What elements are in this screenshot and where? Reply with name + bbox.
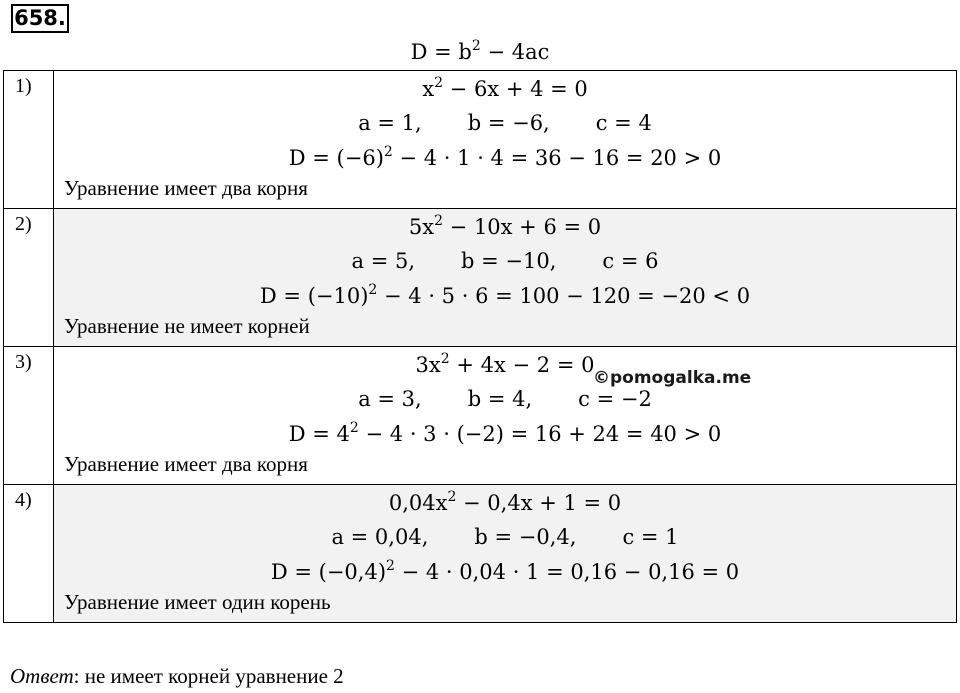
solution-cell	[54, 209, 957, 347]
solution-cell	[54, 347, 957, 485]
discriminant-calculation: $D = (-0,4)^2 - 4 \cdot 0,04 \cdot 1 = 0,16 - 0,16 = 0$	[270, 557, 740, 584]
coefficient-c: c = 6	[602, 249, 659, 273]
coefficient-a: a = 0,04,	[331, 525, 429, 549]
conclusion: Уравнение имеет два корня	[64, 452, 308, 476]
coefficient-c: c = 4	[595, 111, 652, 135]
coefficients	[54, 244, 956, 279]
coefficient-a: a = 1,	[358, 111, 422, 135]
equation: $x^2 - 6x + 4 = 0$	[422, 75, 588, 101]
solution-row	[4, 71, 957, 209]
watermark: ©pomogalka.me	[593, 368, 752, 388]
task-number: 658.	[11, 4, 69, 33]
row-index: 1)	[4, 71, 54, 209]
solution-cell	[54, 485, 957, 623]
conclusion: Уравнение не имеет корней	[64, 314, 310, 338]
conclusion: Уравнение имеет один корень	[64, 590, 331, 614]
coefficients	[54, 382, 956, 417]
answer	[10, 664, 344, 689]
coefficient-a: a = 3,	[358, 387, 422, 411]
discriminant-calculation: $D = (-6)^2 - 4 \cdot 1 \cdot 4 = 36 - 16 = 20 > 0$	[288, 143, 722, 170]
coefficients	[54, 520, 956, 555]
solutions-table	[3, 70, 957, 623]
row-index: 3)	[4, 347, 54, 485]
row-index: 4)	[4, 485, 54, 623]
row-index: 2)	[4, 209, 54, 347]
solution-cell	[54, 71, 957, 209]
solution-row	[4, 485, 957, 623]
solutions-table-body	[4, 71, 957, 623]
coefficient-b: b = −6,	[467, 111, 550, 135]
answer-text: : не имеет корней уравнение 2	[73, 664, 344, 688]
answer-label: Ответ	[10, 664, 74, 688]
discriminant-calculation: $D = 4^2 - 4 \cdot 3 \cdot (-2) = 16 + 24 = 40 > 0$	[288, 419, 722, 446]
equation: $3x^2 + 4x - 2 = 0$	[415, 351, 595, 377]
coefficients	[54, 106, 956, 141]
coefficient-b: b = −0,4,	[474, 525, 577, 549]
solution-row	[4, 347, 957, 485]
discriminant-calculation: $D = (-10)^2 - 4 \cdot 5 \cdot 6 = 100 - 120 = -20 < 0$	[259, 281, 751, 308]
discriminant-formula: $D = b^2 - 4ac$	[410, 38, 550, 64]
coefficient-b: b = −10,	[461, 249, 557, 273]
coefficient-a: a = 5,	[351, 249, 416, 273]
coefficient-c: c = −2	[578, 387, 652, 411]
solution-row	[4, 209, 957, 347]
conclusion: Уравнение имеет два корня	[64, 176, 308, 200]
equation: $0,04x^2 - 0,4x + 1 = 0$	[388, 489, 622, 515]
coefficient-b: b = 4,	[467, 387, 533, 411]
equation: $5x^2 - 10x + 6 = 0$	[408, 213, 602, 239]
coefficient-c: c = 1	[622, 525, 679, 549]
